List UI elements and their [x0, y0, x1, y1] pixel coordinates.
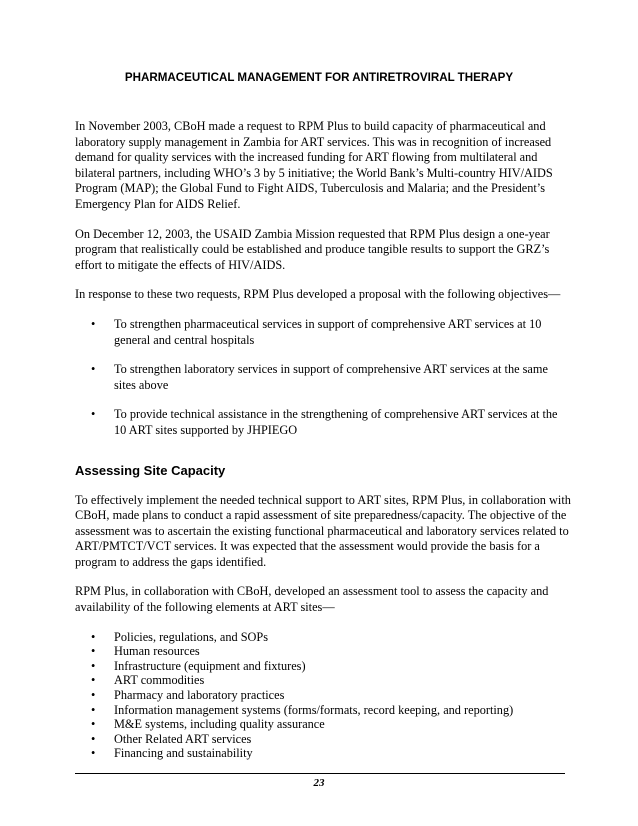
intro-paragraph-1: In November 2003, CBoH made a request to RPM Plus to build capacity of pharmaceutical and laboratory supply management in Zambia for ART services. This was in recognition of increased demand for quality services with the increased funding for ART flowing from multilateral and bilateral partners, including WHO’s 3 by 5 initiative; the World Bank’s Multi-country HIV/AIDS Program (MAP); the Global Fund to Fight AIDS, Tuberculosis and Malaria; and the President’s Emergency Plan for AIDS Relief.: [75, 119, 553, 211]
section-paragraph-1: To effectively implement the needed technical support to ART sites, RPM Plus, in collaboration with CBoH, made plans to conduct a rapid assessment of site preparedness/capacity. The objective of the assessment was to ascertain the existing functional pharmaceutical and laboratory services related to ART/PMTCT/VCT services. It was expected that the assessment would provide the basis for a program to address the gaps identified.: [75, 492, 571, 569]
bullet-icon: •: [91, 644, 96, 659]
list-item: • Human resources: [91, 644, 200, 659]
bullet-icon: •: [91, 673, 96, 688]
list-item: • M&E systems, including quality assurance: [91, 717, 325, 732]
bullet-icon: •: [91, 629, 96, 644]
bullet-icon: •: [91, 702, 96, 717]
intro-paragraph-2: On December 12, 2003, the USAID Zambia Mission requested that RPM Plus design a one-year program that realistically could be established and produce tangible results to support the GRZ’s effort to mitigate the effects of HIV/AIDS.: [75, 226, 550, 272]
intro-paragraph-3: In response to these two requests, RPM Plus developed a proposal with the following objectives—: [75, 287, 561, 302]
list-item: • To strengthen pharmaceutical services in support of comprehensive ART services at 10 general and central hospitals: [91, 316, 542, 347]
list-item: • To strengthen laboratory services in support of comprehensive ART services at the same sites above: [91, 362, 548, 392]
bullet-icon: •: [91, 746, 96, 761]
list-item: • Infrastructure (equipment and fixtures): [91, 658, 306, 673]
footer-divider: [75, 773, 565, 774]
list-item: • Financing and sustainability: [91, 746, 253, 761]
bullet-icon: •: [91, 316, 96, 331]
bullet-icon: •: [91, 731, 96, 746]
list-item: • To provide technical assistance in the strengthening of comprehensive ART services at the 10 ART sites supported by JHPIEGO: [91, 407, 558, 437]
list-item: • Information management systems (forms/formats, record keeping, and reporting): [91, 702, 514, 717]
list-item: • Other Related ART services: [91, 731, 252, 746]
list-item: • Pharmacy and laboratory practices: [91, 688, 285, 703]
elements-list: [75, 630, 571, 761]
list-item: • ART commodities: [91, 673, 205, 688]
bullet-icon: •: [91, 688, 96, 703]
list-item: • Policies, regulations, and SOPs: [91, 629, 269, 644]
bullet-icon: •: [91, 658, 96, 673]
section-heading: Assessing Site Capacity: [75, 462, 226, 478]
objectives-list: [75, 317, 571, 439]
bullet-icon: •: [91, 362, 96, 377]
page-title: PHARMACEUTICAL MANAGEMENT FOR ANTIRETROVIRAL THERAPY: [124, 71, 514, 84]
bullet-icon: •: [91, 407, 96, 422]
page-number: 23: [313, 777, 325, 789]
page-content: [75, 119, 571, 761]
bullet-icon: •: [91, 717, 96, 732]
section-paragraph-2: RPM Plus, in collaboration with CBoH, developed an assessment tool to assess the capacity and availability of the following elements at ART sites—: [75, 584, 549, 615]
